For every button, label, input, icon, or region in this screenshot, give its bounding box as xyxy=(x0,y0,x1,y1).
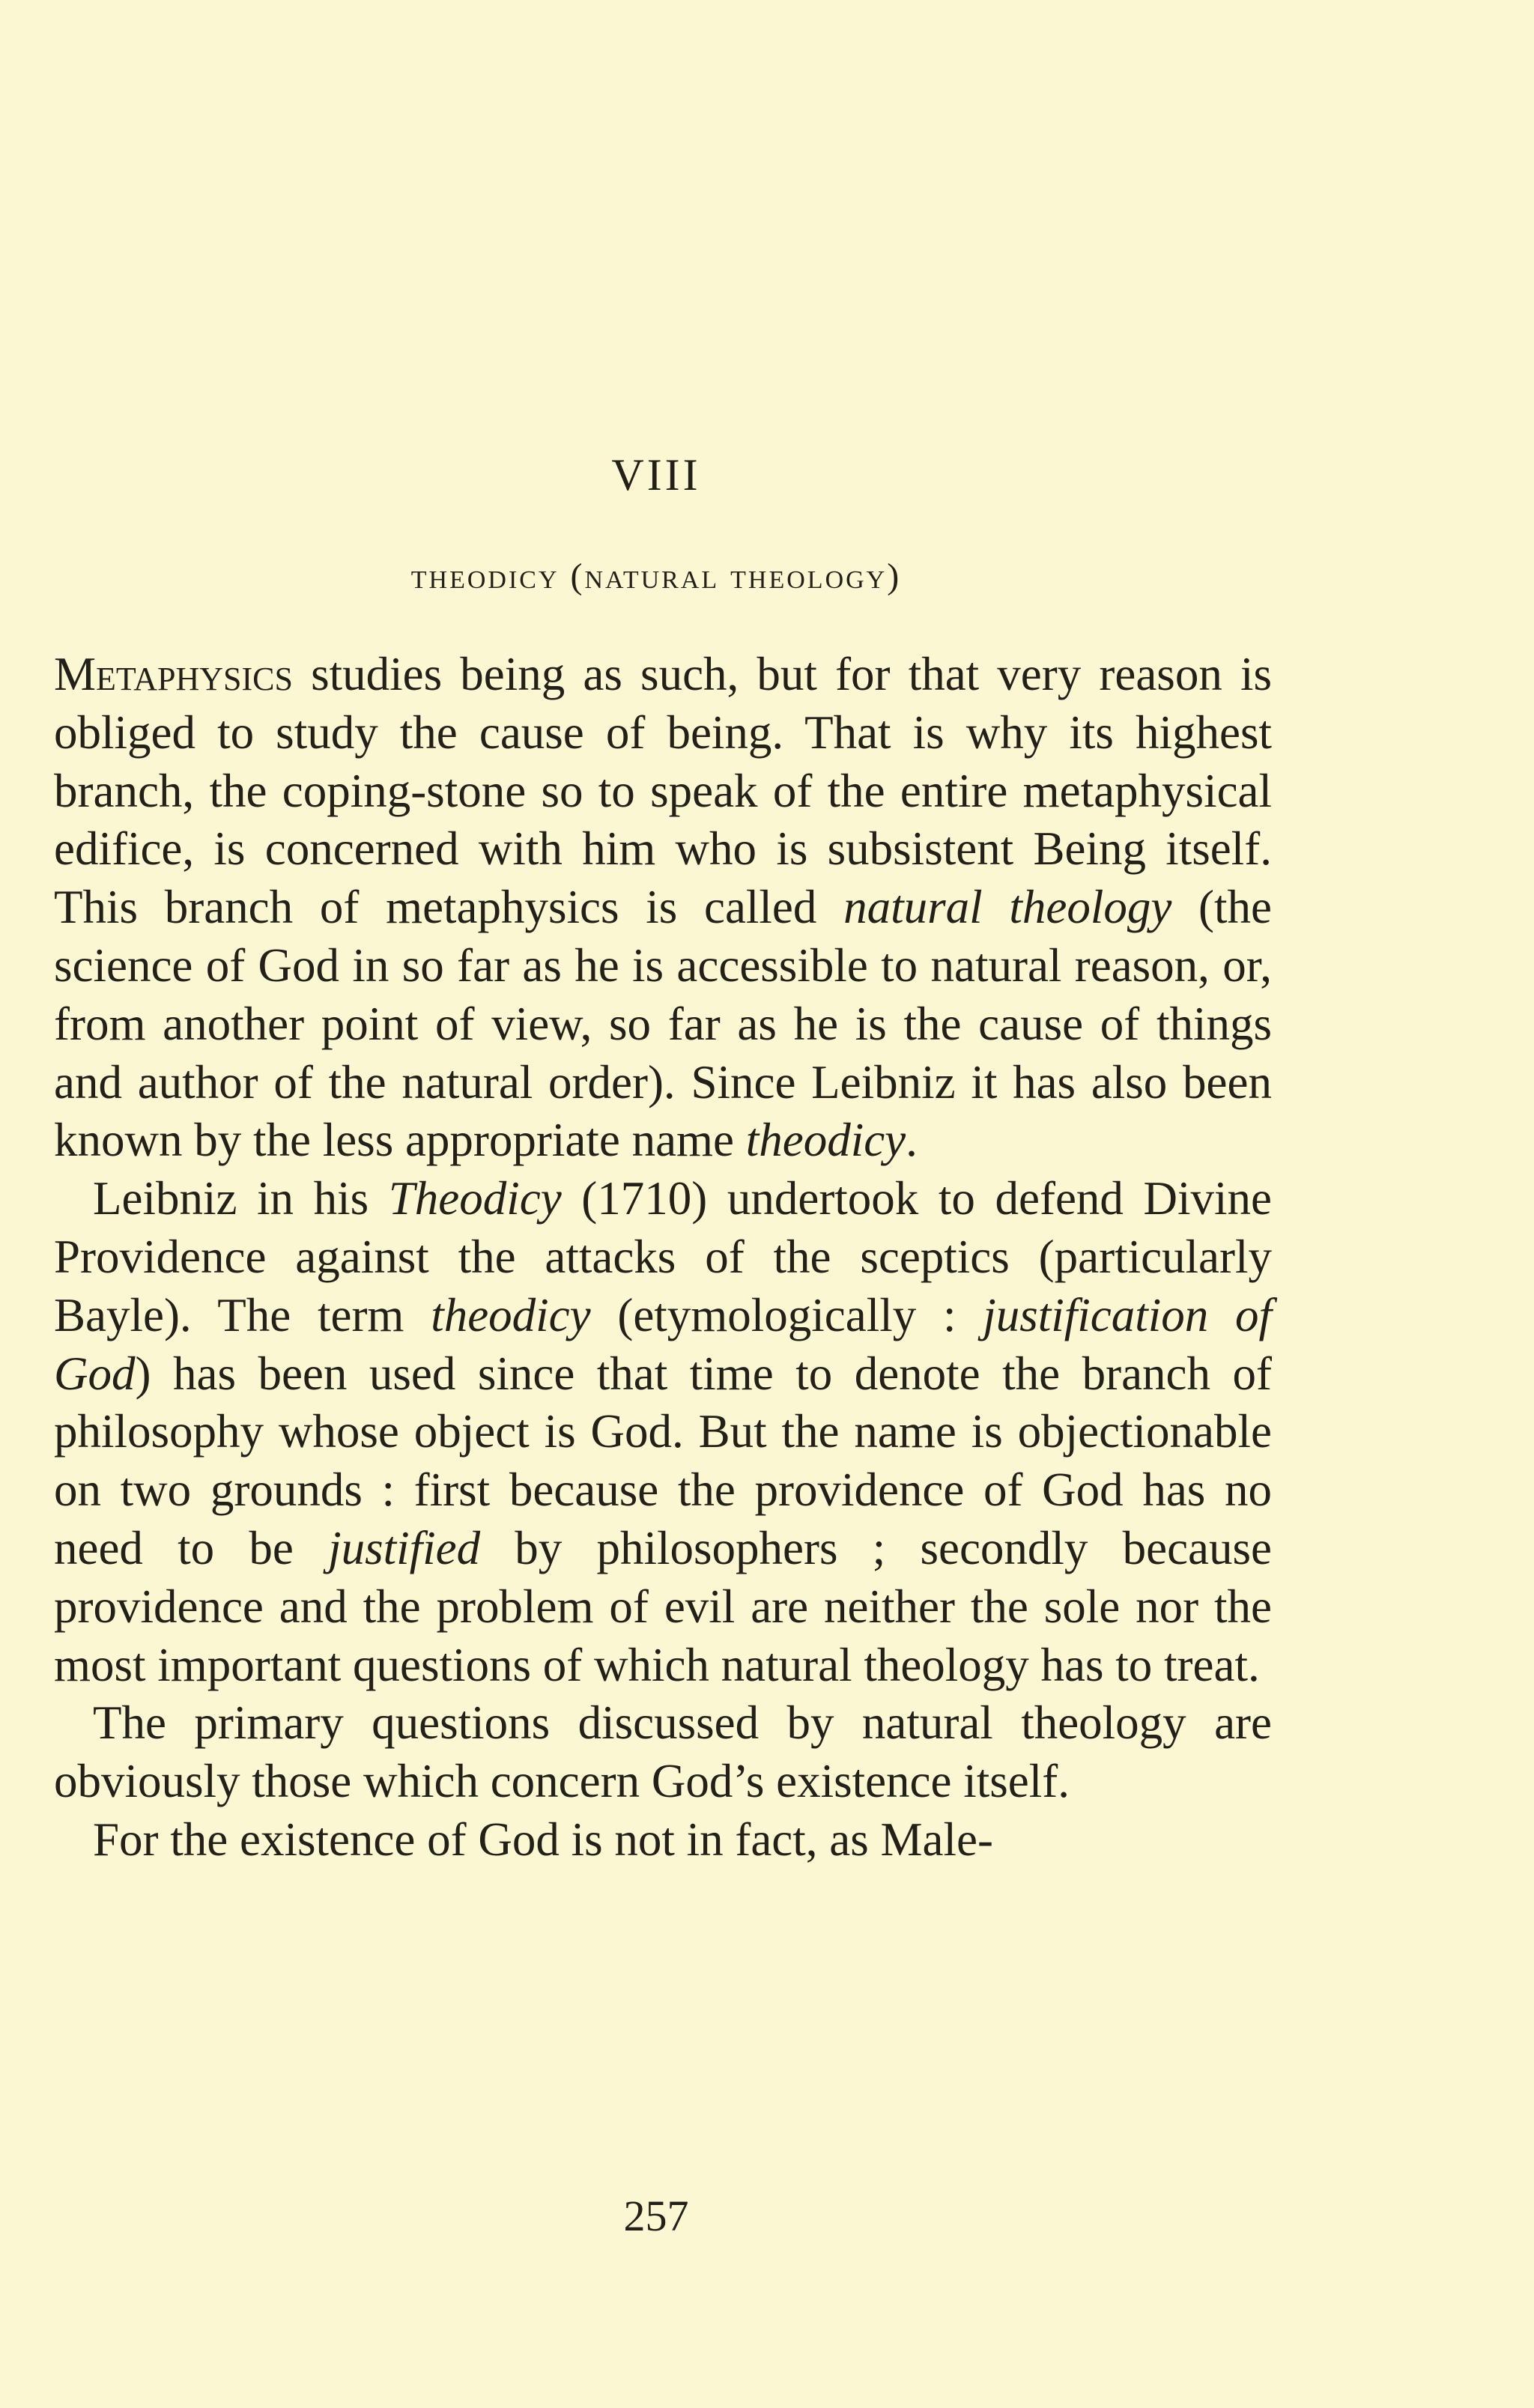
paragraph-1-italic-1: natural theology xyxy=(843,881,1172,934)
chapter-title: theodicy (natural theology) xyxy=(410,556,902,596)
body-text xyxy=(54,646,1272,1869)
page-number: 257 xyxy=(623,2192,689,2240)
paragraph-2-text-5: by philosophers ; secondly because providence and the problem of evil are neither the sole nor the most important questions of which natural theology has to treat. xyxy=(54,1521,1272,1691)
paragraph-2-italic-3: justification of God xyxy=(54,1288,1272,1400)
paragraph-1-italic-2: theodicy xyxy=(745,1114,906,1167)
paragraph-1-text-3: . xyxy=(906,1114,918,1167)
paragraph-2-text-1: Leibniz in his xyxy=(93,1172,389,1225)
chapter-number: VIII xyxy=(611,450,701,500)
paragraph-2-italic-1: Theodicy xyxy=(388,1172,562,1225)
paragraph-1-text-2: (the science of God in so far as he is accessible to natural reason, or, from another point of view, so far as he is the cause of things and author of the natural order). Since Leibniz it has also been known by the less appropriate name xyxy=(54,881,1272,1167)
paragraph-3: The primary questions discussed by natural theology are obviously those which concern God’s existence itself. xyxy=(54,1696,1272,1808)
lead-word: Metaphysics xyxy=(54,648,293,700)
paragraph-1 xyxy=(54,646,1272,1170)
paragraph-2-text-4: ) has been used since that time to denote the branch of philosophy whose object is God. But the name is objectionable on two grounds : first because the providence of God has no need to be xyxy=(54,1347,1272,1574)
paragraph-2-text-2: (1710) undertook to defend Divine Providence against the attacks of the sceptics (particularly Bayle). The term xyxy=(54,1172,1272,1341)
paragraph-4: For the existence of God is not in fact, as Male- xyxy=(93,1813,993,1866)
paragraph-2-italic-4: justified xyxy=(328,1521,481,1574)
paragraph-2-italic-2: theodicy xyxy=(431,1288,591,1341)
paragraph-1-text-1: studies being as such, but for that very reason is obliged to study the cause of being. That is why its highest branch, the coping-stone so to speak of the entire metaphysical edifice, is concerned with him who is subsistent Being itself. This branch of metaphysics is called xyxy=(54,648,1272,934)
paragraph-2-text-3: (etymologically : xyxy=(590,1288,983,1341)
paragraph-2 xyxy=(54,1170,1272,1694)
